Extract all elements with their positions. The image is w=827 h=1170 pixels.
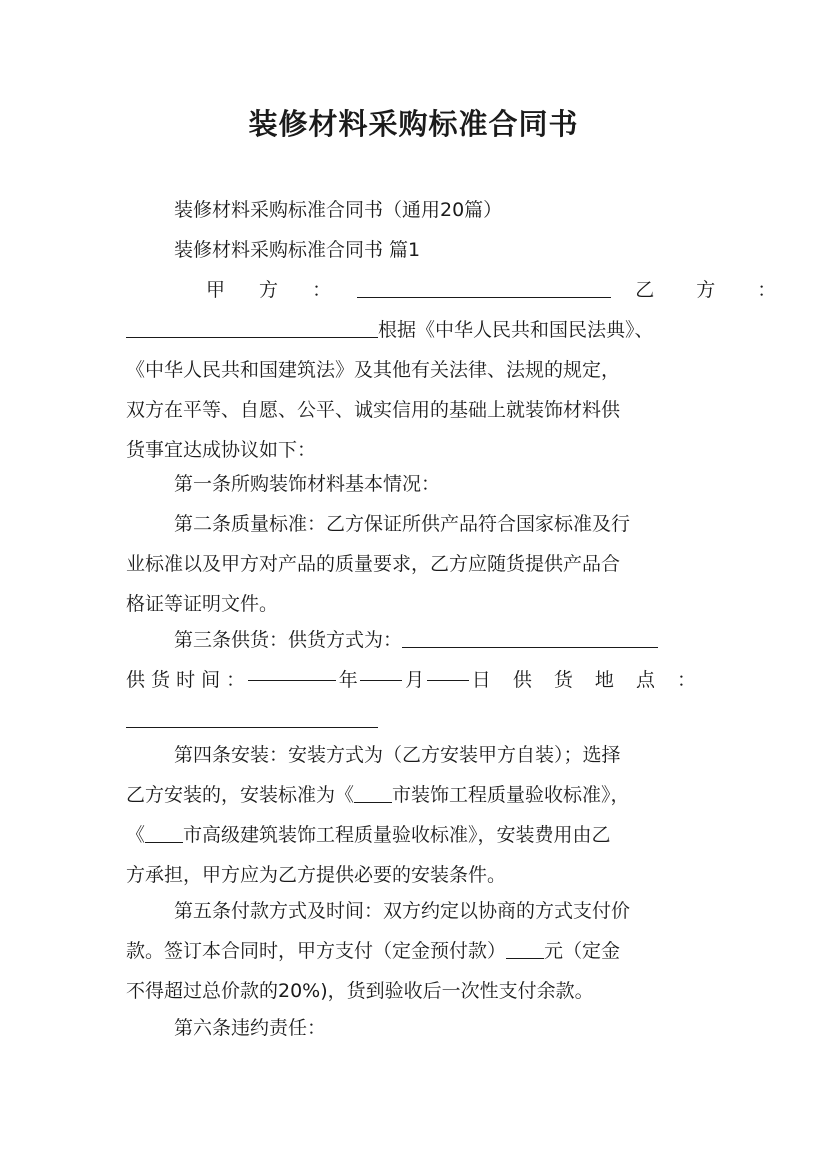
parties-line-5: 货事宜达成协议如下： bbox=[126, 439, 317, 461]
document-title: 装修材料采购标准合同书 bbox=[248, 107, 579, 141]
month-label: 月 bbox=[405, 669, 425, 691]
parties-line-3: 《中华人民共和国建筑法》及其他有关法律、法规的规定， bbox=[126, 359, 621, 381]
day-place-label: 日 供 货 地 点 ： bbox=[471, 669, 704, 691]
parties-line-4: 双方在平等、自愿、公平、诚实信用的基础上就装饰材料供 bbox=[126, 399, 621, 421]
article-4-line-3-a: 《 bbox=[126, 824, 146, 846]
party-yi-blank bbox=[126, 317, 378, 338]
article-5 bbox=[126, 891, 704, 1011]
month-blank bbox=[360, 660, 402, 681]
article-4-line-2-a: 乙方安装的，安装标准为《 bbox=[126, 784, 355, 806]
article-4 bbox=[126, 735, 704, 895]
supply-place-blank bbox=[126, 707, 378, 728]
party-jia-blank bbox=[357, 277, 611, 298]
year-label: 年 bbox=[338, 669, 358, 691]
supply-time-label: 供 货 时 间 ： bbox=[126, 669, 246, 691]
party-jia-label: 甲 方 ： bbox=[206, 279, 346, 301]
parties-line-2 bbox=[126, 310, 704, 350]
article-4-line-3 bbox=[126, 815, 704, 855]
article-3-line-1 bbox=[126, 620, 704, 660]
subtitle: 装修材料采购标准合同书（通用20篇） bbox=[174, 199, 503, 221]
article-4-line-3-b: 市高级建筑装饰工程质量验收标准》，安装费用由乙 bbox=[183, 824, 611, 846]
parties-paragraph bbox=[126, 270, 795, 470]
standard-city-blank-2 bbox=[145, 822, 183, 843]
article-4-line-2-b: 市装饰工程质量验收标准》， bbox=[392, 784, 630, 806]
party-yi-label: 乙 方 ： bbox=[635, 279, 795, 301]
parties-line-1 bbox=[126, 270, 795, 310]
article-5-line-2-a: 款。签订本合同时，甲方支付（定金预付款） bbox=[126, 940, 507, 962]
supply-method-blank bbox=[402, 627, 658, 648]
article-5-line-2-b: 元（定金 bbox=[544, 940, 621, 962]
section-heading: 装修材料采购标准合同书 篇1 bbox=[174, 239, 421, 261]
article-2-line-1: 第二条质量标准：乙方保证所供产品符合国家标准及行 bbox=[174, 513, 631, 535]
year-blank bbox=[248, 660, 336, 681]
article-5-line-1: 第五条付款方式及时间：双方约定以协商的方式支付价 bbox=[174, 900, 631, 922]
article-5-line-3: 不得超过总价款的20%)，货到验收后一次性支付余款。 bbox=[126, 980, 594, 1002]
article-2-line-3: 格证等证明文件。 bbox=[126, 593, 279, 615]
article-2-line-2: 业标准以及甲方对产品的质量要求，乙方应随货提供产品合 bbox=[126, 553, 621, 575]
article-3-line-3 bbox=[126, 700, 704, 740]
article-1: 第一条所购装饰材料基本情况： bbox=[174, 473, 441, 495]
article-4-line-1: 第四条安装：安装方式为（乙方安装甲方自装）；选择 bbox=[174, 744, 621, 766]
article-3-line-2 bbox=[126, 660, 704, 700]
deposit-amount-blank bbox=[506, 938, 544, 959]
supply-method-label: 第三条供货：供货方式为： bbox=[174, 629, 403, 651]
standard-city-blank-1 bbox=[354, 782, 392, 803]
article-4-line-4: 方承担，甲方应为乙方提供必要的安装条件。 bbox=[126, 864, 507, 886]
article-3 bbox=[126, 620, 704, 740]
article-5-line-2 bbox=[126, 931, 704, 971]
article-4-line-2 bbox=[126, 775, 704, 815]
article-2 bbox=[126, 504, 704, 624]
day-blank bbox=[427, 660, 469, 681]
basis-text: 根据《中华人民共和国民法典》、 bbox=[378, 319, 654, 341]
article-6: 第六条违约责任： bbox=[174, 1017, 327, 1039]
